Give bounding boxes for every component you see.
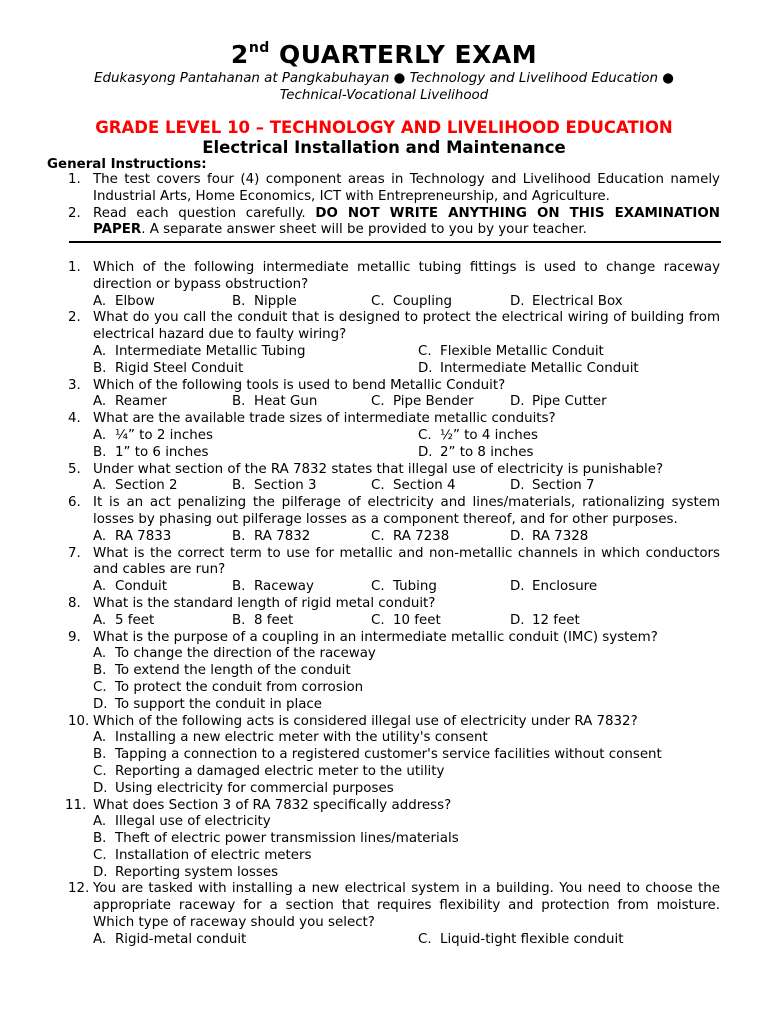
question-number: 5.: [68, 461, 81, 477]
answer-option: [371, 294, 510, 311]
answer-choices: [93, 428, 720, 462]
option-text: Coupling: [393, 293, 452, 309]
question-item: [68, 546, 720, 596]
option-text: Section 4: [393, 478, 456, 494]
answer-option: [510, 579, 649, 596]
option-text: 2” to 8 inches: [440, 444, 534, 460]
answer-option: [371, 579, 510, 596]
question-text: Which of the following tools is used to bend Metallic Conduit?: [93, 377, 506, 393]
question-number: 8.: [68, 595, 81, 611]
question-text: What is the standard length of rigid metal conduit?: [93, 595, 436, 611]
answer-option: [93, 294, 232, 311]
option-letter: B.: [232, 579, 246, 595]
option-text: Rigid Steel Conduit: [115, 360, 244, 376]
option-text: Liquid-tight flexible conduit: [440, 931, 624, 947]
option-letter: B.: [232, 293, 246, 309]
subject-heading: Electrical Installation and Maintenance: [202, 138, 566, 157]
instruction-item: 1. The test covers four (4) component areas in Technology and Livelihood Education namely Industrial Arts, Home Economics, ICT with Entrepreneurship, and Agriculture.: [68, 172, 720, 204]
question-text: What is the purpose of a coupling in an intermediate metallic conduit (IMC) system?: [93, 629, 658, 645]
option-letter: B.: [232, 394, 246, 410]
option-letter: A.: [93, 478, 107, 494]
option-letter: C.: [93, 847, 107, 863]
answer-choices: [93, 579, 720, 596]
answer-option: [93, 865, 743, 882]
question-number: 4.: [68, 411, 81, 427]
instructions-list: [68, 172, 720, 239]
question-number: 9.: [68, 629, 81, 645]
option-text: Reporting system losses: [115, 864, 279, 880]
option-text: 8 feet: [254, 612, 294, 628]
question-item: [68, 260, 720, 310]
answer-option: [371, 613, 510, 630]
option-letter: C.: [371, 528, 385, 544]
option-text: Intermediate Metallic Conduit: [440, 360, 639, 376]
answer-option: [93, 445, 418, 462]
option-letter: A.: [93, 343, 107, 359]
answer-choices: [93, 613, 720, 630]
answer-choices: [93, 646, 720, 713]
option-letter: D.: [510, 579, 525, 595]
answer-choices: [93, 529, 720, 546]
option-letter: B.: [93, 747, 107, 763]
question-text: What are the available trade sizes of intermediate metallic conduits?: [93, 411, 556, 427]
answer-option: [510, 478, 649, 495]
answer-option: [93, 646, 743, 663]
option-letter: D.: [93, 696, 108, 712]
answer-option: [418, 361, 743, 378]
answer-option: [418, 445, 743, 462]
question-item: [68, 596, 720, 630]
answer-option: [93, 747, 743, 764]
option-text: Using electricity for commercial purposes: [115, 780, 394, 796]
option-text: Nipple: [254, 293, 297, 309]
option-letter: B.: [93, 831, 107, 847]
answer-option: [93, 932, 418, 949]
option-text: RA 7833: [115, 528, 172, 544]
question-number: 3.: [68, 377, 81, 393]
option-text: Flexible Metallic Conduit: [440, 343, 604, 359]
option-text: Pipe Bender: [393, 394, 474, 410]
question-text: Which of the following intermediate metallic tubing fittings is used to change raceway direction or bypass obstruction?: [93, 260, 720, 292]
option-letter: D.: [510, 478, 525, 494]
answer-option: [510, 613, 649, 630]
answer-option: [93, 680, 743, 697]
answer-option: [510, 294, 649, 311]
question-item: [68, 462, 720, 496]
answer-option: [93, 831, 743, 848]
option-text: ¼” to 2 inches: [115, 427, 213, 443]
option-text: To support the conduit in place: [115, 696, 322, 712]
answer-option: [93, 579, 232, 596]
option-text: Installing a new electric meter with the utility's consent: [115, 730, 488, 746]
question-number: 10.: [68, 713, 90, 729]
option-letter: A.: [93, 646, 107, 662]
option-text: Intermediate Metallic Tubing: [115, 343, 306, 359]
answer-option: [371, 478, 510, 495]
option-letter: A.: [93, 814, 107, 830]
option-text: Electrical Box: [532, 293, 623, 309]
option-letter: B.: [93, 444, 107, 460]
option-text: RA 7832: [254, 528, 311, 544]
option-letter: D.: [510, 394, 525, 410]
option-letter: A.: [93, 931, 107, 947]
instruction-item: 2. Read each question carefully. DO NOT WRITE ANYTHING ON THIS EXAMINATION PAPER. A separate answer sheet will be provided to you by your teacher.: [68, 205, 720, 238]
answer-choices: [93, 294, 720, 311]
option-letter: C.: [93, 763, 107, 779]
option-letter: B.: [93, 663, 107, 679]
answer-option: [232, 478, 371, 495]
option-letter: D.: [418, 360, 433, 376]
option-text: Installation of electric meters: [115, 847, 312, 863]
exam-subtitle: Edukasyong Pantahanan at Pangkabuhayan ● Technology and Livelihood Education ● Technical-Vocational Livelihood: [94, 71, 674, 103]
option-text: To change the direction of the raceway: [115, 646, 376, 662]
answer-option: [93, 478, 232, 495]
answer-option: [232, 529, 371, 546]
answer-option: [93, 697, 743, 714]
question-number: 1.: [68, 260, 81, 275]
answer-option: [93, 730, 743, 747]
grade-level-heading: GRADE LEVEL 10 – TECHNOLOGY AND LIVELIHOOD EDUCATION: [95, 118, 673, 137]
option-letter: C.: [93, 679, 107, 695]
answer-option: [232, 394, 371, 411]
option-text: Section 2: [115, 478, 178, 494]
question-item: [68, 495, 720, 545]
option-letter: A.: [93, 427, 107, 443]
option-letter: C.: [371, 612, 385, 628]
option-text: Reamer: [115, 394, 167, 410]
option-text: 5 feet: [115, 612, 155, 628]
answer-choices: [93, 730, 720, 797]
question-item: [68, 411, 720, 461]
question-number: 7.: [68, 545, 81, 561]
question-text: It is an act penalizing the pilferage of electricity and lines/materials, rationalizing system losses by phasing out pilferage losses as a component thereof, and for other purposes.: [93, 495, 720, 527]
answer-option: [93, 663, 743, 680]
answer-choices: [93, 344, 720, 378]
question-item: [68, 630, 720, 714]
option-letter: C.: [371, 293, 385, 309]
answer-option: [510, 394, 649, 411]
question-item: [68, 310, 720, 377]
answer-option: [510, 529, 649, 546]
answer-option: [93, 764, 743, 781]
instructions-heading: General Instructions:: [47, 157, 207, 172]
question-text: What does Section 3 of RA 7832 specifically address?: [93, 797, 452, 813]
option-text: Heat Gun: [254, 394, 318, 410]
question-text: You are tasked with installing a new electrical system in a building. You need to choose the appropriate raceway for a section that requires flexibility and protection from moisture. Which type of raceway should you select?: [93, 881, 720, 931]
answer-option: [232, 294, 371, 311]
option-letter: A.: [93, 579, 107, 595]
option-text: Reporting a damaged electric meter to the utility: [115, 763, 445, 779]
answer-option: [93, 814, 743, 831]
option-text: RA 7328: [532, 528, 589, 544]
option-text: To protect the conduit from corrosion: [115, 679, 364, 695]
option-text: ½” to 4 inches: [440, 427, 538, 443]
option-letter: B.: [232, 612, 246, 628]
option-text: Theft of electric power transmission lines/materials: [115, 831, 459, 847]
option-text: To extend the length of the conduit: [115, 663, 351, 679]
option-text: 10 feet: [393, 612, 441, 628]
option-text: Conduit: [115, 579, 167, 595]
option-text: Rigid-metal conduit: [115, 931, 247, 947]
option-letter: D.: [418, 444, 433, 460]
answer-option: [232, 579, 371, 596]
option-text: Raceway: [254, 579, 314, 595]
answer-choices: [93, 814, 720, 881]
question-item: [65, 797, 720, 882]
option-letter: A.: [93, 394, 107, 410]
answer-option: [371, 394, 510, 411]
option-letter: D.: [510, 612, 525, 628]
question-text: What is the correct term to use for metallic and non-metallic channels in which conductors and cables are run?: [93, 545, 720, 578]
option-letter: C.: [371, 394, 385, 410]
option-letter: B.: [232, 478, 246, 494]
option-letter: D.: [510, 528, 525, 544]
answer-choices: [93, 932, 720, 949]
answer-option: [93, 848, 743, 865]
option-text: Tapping a connection to a registered customer's service facilities without consent: [115, 747, 662, 763]
option-letter: B.: [93, 360, 107, 376]
option-letter: C.: [418, 931, 432, 947]
question-item: [68, 714, 720, 798]
answer-option: [93, 613, 232, 630]
option-text: RA 7238: [393, 528, 450, 544]
section-divider: [69, 241, 721, 243]
answer-option: [418, 428, 743, 445]
question-number: 11.: [65, 797, 87, 813]
option-text: Section 7: [532, 478, 595, 494]
question-number: 2.: [68, 310, 81, 326]
answer-option: [232, 613, 371, 630]
option-letter: B.: [232, 528, 246, 544]
answer-option: [93, 781, 743, 798]
option-text: Enclosure: [532, 579, 598, 595]
option-letter: A.: [93, 528, 107, 544]
answer-option: [93, 344, 418, 361]
option-text: Illegal use of electricity: [115, 814, 271, 830]
option-text: 12 feet: [532, 612, 580, 628]
question-text: Which of the following acts is considered illegal use of electricity under RA 7832?: [93, 713, 638, 729]
exam-title: 2nd QUARTERLY EXAM: [230, 39, 538, 69]
option-text: Pipe Cutter: [532, 394, 607, 410]
option-letter: D.: [510, 293, 525, 309]
answer-choices: [93, 478, 720, 495]
question-text: Under what section of the RA 7832 states that illegal use of electricity is punishable?: [93, 461, 664, 477]
question-item: [68, 378, 720, 412]
answer-option: [93, 394, 232, 411]
answer-option: [93, 428, 418, 445]
option-letter: C.: [418, 343, 432, 359]
option-letter: C.: [418, 427, 432, 443]
question-item: [68, 881, 720, 948]
answer-option: [93, 361, 418, 378]
answer-option: [418, 344, 743, 361]
option-letter: D.: [93, 780, 108, 796]
question-number: 6.: [68, 495, 81, 511]
option-letter: A.: [93, 730, 107, 746]
option-letter: C.: [371, 478, 385, 494]
option-text: Tubing: [393, 579, 437, 595]
answer-option: [93, 529, 232, 546]
answer-option: [371, 529, 510, 546]
option-letter: A.: [93, 293, 107, 309]
question-text: What do you call the conduit that is designed to protect the electrical wiring of building from electrical hazard due to faulty wiring?: [93, 310, 720, 343]
option-text: 1” to 6 inches: [115, 444, 209, 460]
option-text: Elbow: [115, 293, 155, 309]
option-letter: A.: [93, 612, 107, 628]
question-number: 12.: [68, 881, 90, 897]
option-letter: D.: [93, 864, 108, 880]
answer-option: [418, 932, 743, 949]
option-text: Section 3: [254, 478, 317, 494]
answer-choices: [93, 394, 720, 411]
option-letter: C.: [371, 579, 385, 595]
question-list: [65, 260, 720, 949]
